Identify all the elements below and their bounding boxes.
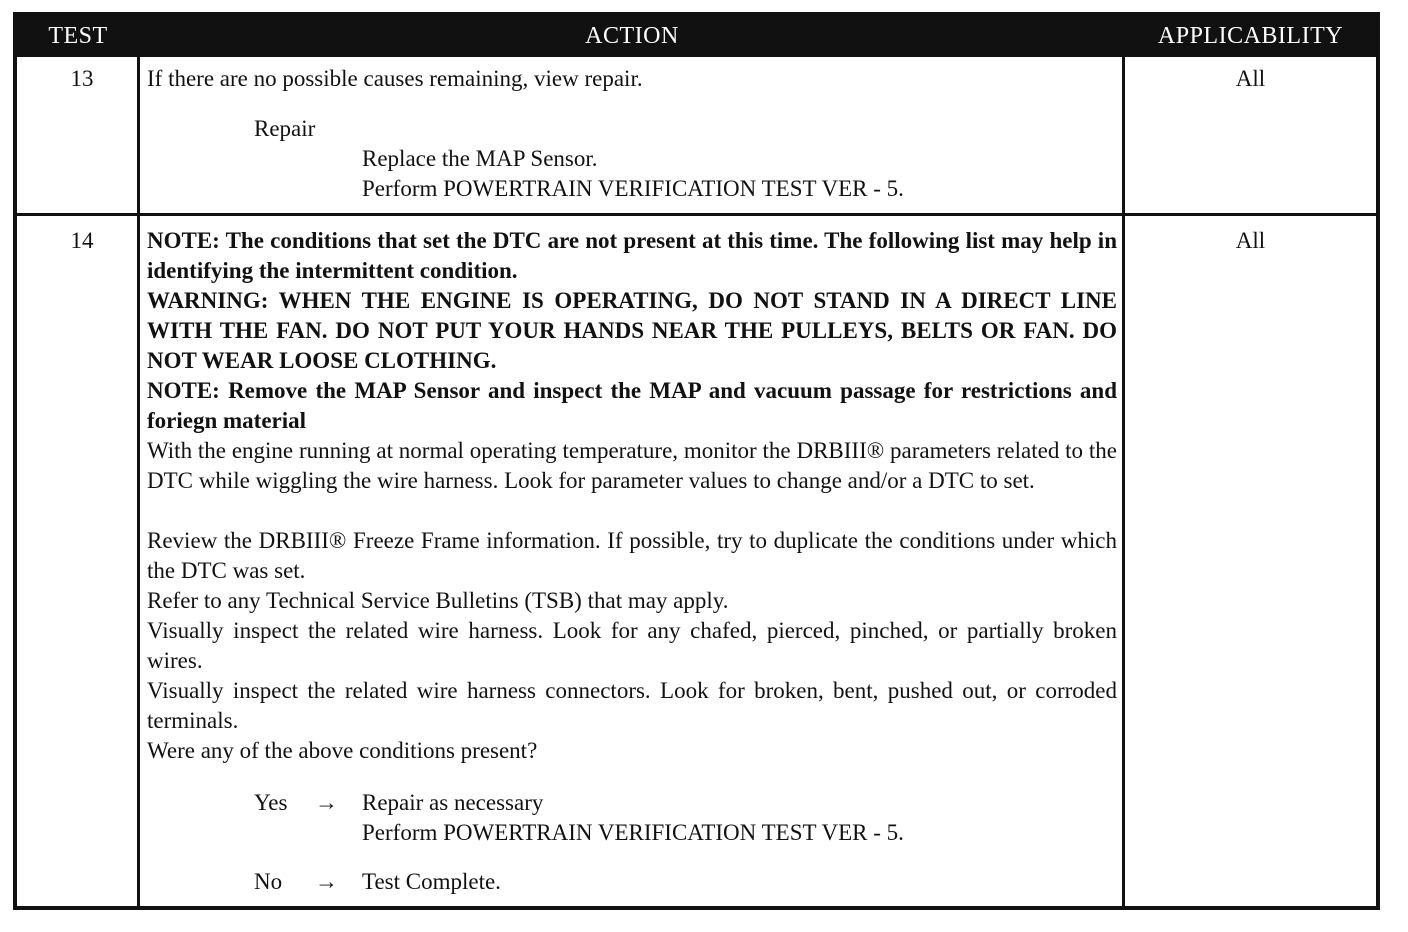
applicability-value: All xyxy=(1235,228,1266,253)
test-number: 13 xyxy=(70,66,94,91)
header-test: TEST xyxy=(48,23,108,49)
no-action: Test Complete. xyxy=(362,869,501,894)
applicability-value: All xyxy=(1235,66,1266,91)
yes-action: Repair as necessary xyxy=(362,790,544,815)
diagnostic-table xyxy=(13,12,1380,910)
note-text: NOTE: Remove the MAP Sensor and inspect the MAP and vacuum passage for restrictions and foriegn material xyxy=(147,378,1117,433)
column-divider xyxy=(1122,57,1125,906)
yes-label: Yes xyxy=(254,790,288,815)
column-divider xyxy=(137,57,140,906)
instruction-text: Visually inspect the related wire harness. Look for any chafed, pierced, pinched, or partially broken wires. xyxy=(147,618,1117,673)
repair-label: Repair xyxy=(254,116,316,141)
yes-action: Perform POWERTRAIN VERIFICATION TEST VER - 5. xyxy=(362,820,904,845)
question-text: Were any of the above conditions present? xyxy=(147,738,538,763)
no-label: No xyxy=(254,869,283,894)
test-number: 14 xyxy=(70,228,94,253)
header-applicability: APPLICABILITY xyxy=(1157,23,1344,49)
instruction-text: Visually inspect the related wire harness connectors. Look for broken, bent, pushed out, or corroded terminals. xyxy=(147,678,1117,733)
header-action: ACTION xyxy=(585,23,679,49)
note-text: NOTE: The conditions that set the DTC are not present at this time. The following list may help in identifying the intermittent condition. xyxy=(147,228,1117,283)
warning-text: WARNING: WHEN THE ENGINE IS OPERATING, DO NOT STAND IN A DIRECT LINE WITH THE FAN. DO NOT PUT YOUR HANDS NEAR THE PULLEYS, BELTS OR FAN. DO NOT WEAR LOOSE CLOTHING. xyxy=(147,288,1117,373)
action-text: If there are no possible causes remaining, view repair. xyxy=(147,66,643,91)
instruction-text: Review the DRBIII® Freeze Frame information. If possible, try to duplicate the conditions under which the DTC was set. xyxy=(147,528,1117,583)
arrow-icon: → xyxy=(315,869,338,894)
instruction-text: Refer to any Technical Service Bulletins (TSB) that may apply. xyxy=(147,588,729,613)
table-header xyxy=(17,16,1376,57)
arrow-icon: → xyxy=(315,790,338,815)
row-divider xyxy=(17,213,1376,216)
repair-line: Perform POWERTRAIN VERIFICATION TEST VER - 5. xyxy=(362,176,904,201)
instruction-text: With the engine running at normal operating temperature, monitor the DRBIII® parameters related to the DTC while wiggling the wire harness. Look for parameter values to change and/or a DTC to set. xyxy=(147,438,1117,493)
repair-line: Replace the MAP Sensor. xyxy=(362,146,598,171)
